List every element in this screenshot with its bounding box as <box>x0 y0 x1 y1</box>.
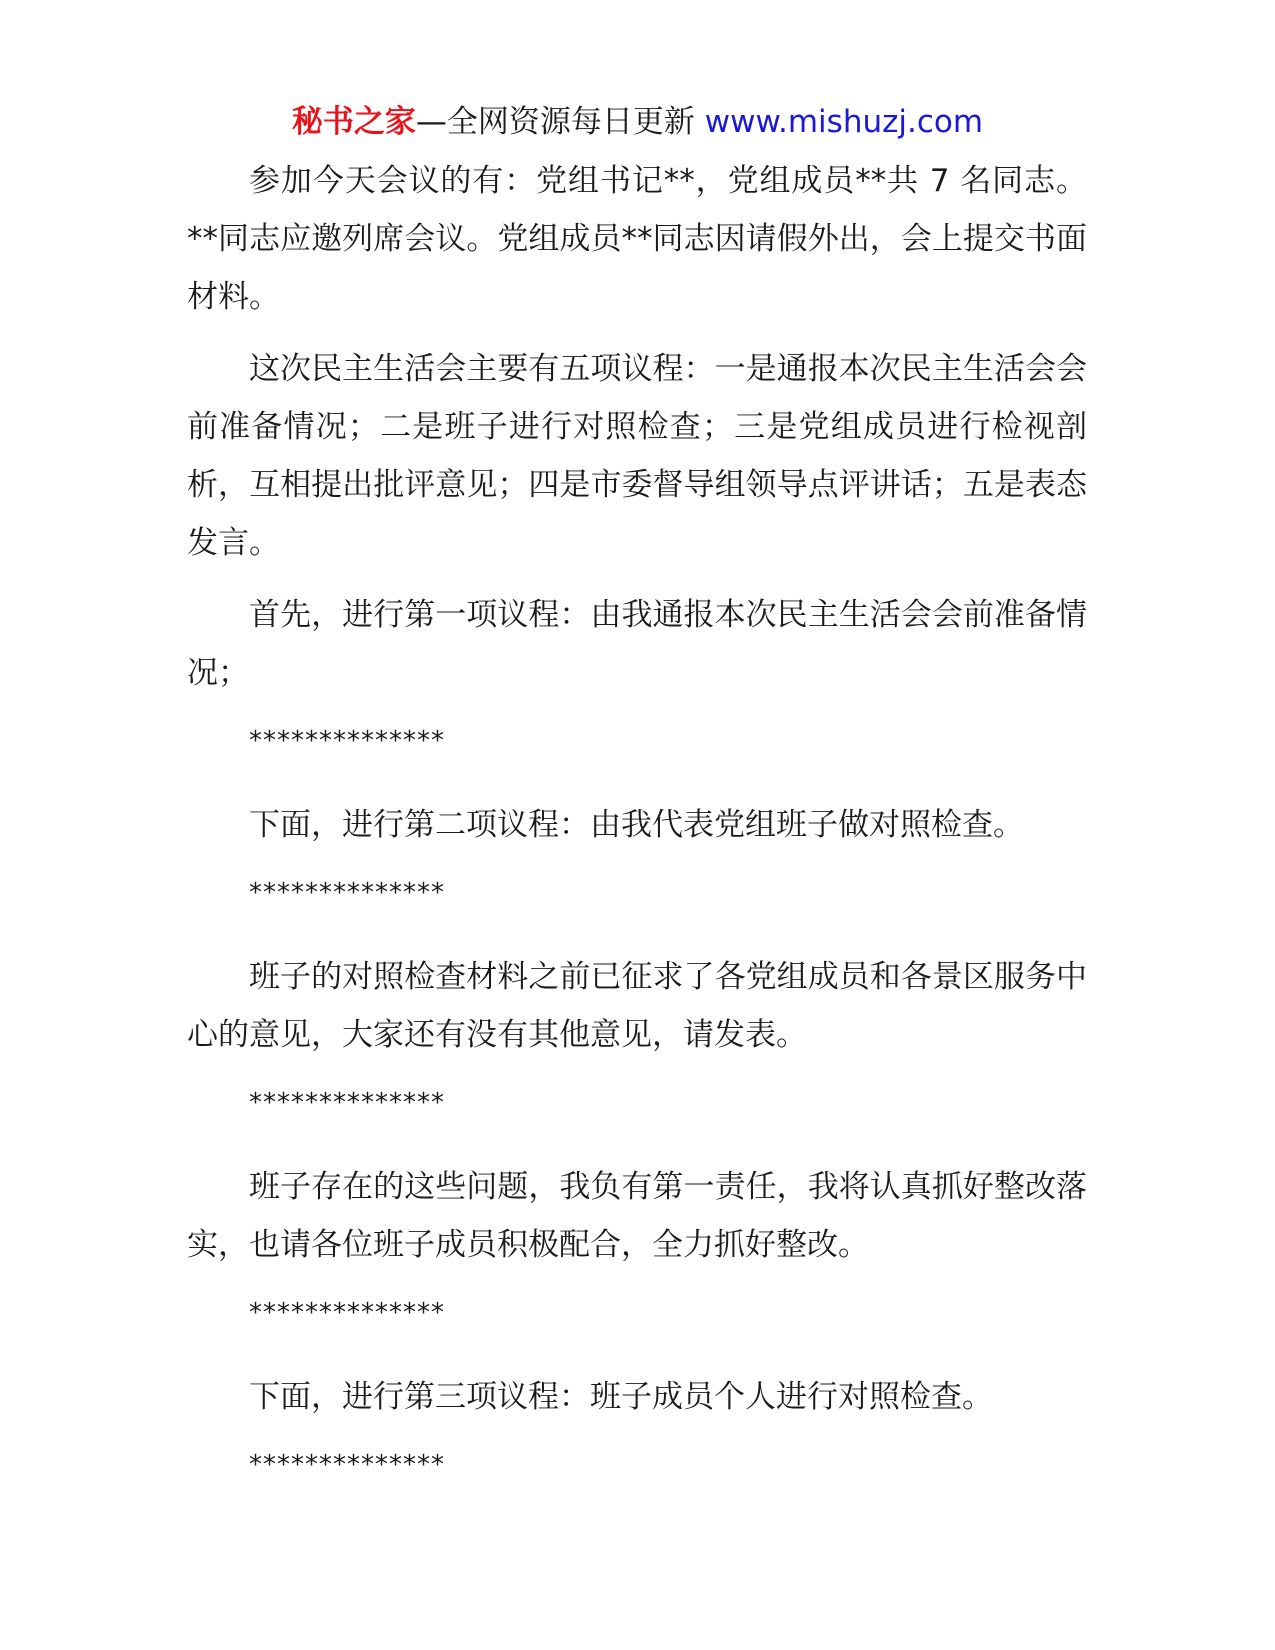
brand-name: 秘书之家 <box>291 104 416 140</box>
paragraph-agenda: 这次民主生活会主要有五项议程：一是通报本次民主生活会会前准备情况；二是班子进行对照检查；三是党组成员进行检视剖析，互相提出批评意见；四是市委督导组领导点评讲话；五是表态发言。 <box>187 351 1087 561</box>
paragraph-opinions: 班子的对照检查材料之前已征求了各党组成员和各景区服务中心的意见，大家还有没有其他意见，请发表。 <box>187 959 1087 1053</box>
separator: ************** <box>249 1088 445 1118</box>
separator: ************** <box>249 1450 445 1480</box>
separator: ************** <box>249 726 445 756</box>
paragraph-responsibility: 班子存在的这些问题，我负有第一责任，我将认真抓好整改落实，也请各位班子成员积极配合，全力抓好整改。 <box>187 1169 1087 1263</box>
paragraph-item-two: 下面，进行第二项议程：由我代表党组班子做对照检查。 <box>249 807 1024 843</box>
separator: ************** <box>249 1298 445 1328</box>
document-body <box>187 152 1087 1520</box>
site-banner <box>0 100 1275 144</box>
separator: ************** <box>249 878 445 908</box>
website-link[interactable]: www.mishuzj.com <box>704 104 984 140</box>
paragraph-item-three: 下面，进行第三项议程：班子成员个人进行对照检查。 <box>249 1379 993 1415</box>
paragraph-item-one: 首先，进行第一项议程：由我通报本次民主生活会会前准备情况； <box>187 597 1087 691</box>
paragraph-attendees: 参加今天会议的有：党组书记**，党组成员**共 7 名同志。**同志应邀列席会议。党组成员**同志因请假外出，会上提交书面材料。 <box>187 163 1087 315</box>
banner-slogan: —全网资源每日更新 <box>415 104 695 140</box>
